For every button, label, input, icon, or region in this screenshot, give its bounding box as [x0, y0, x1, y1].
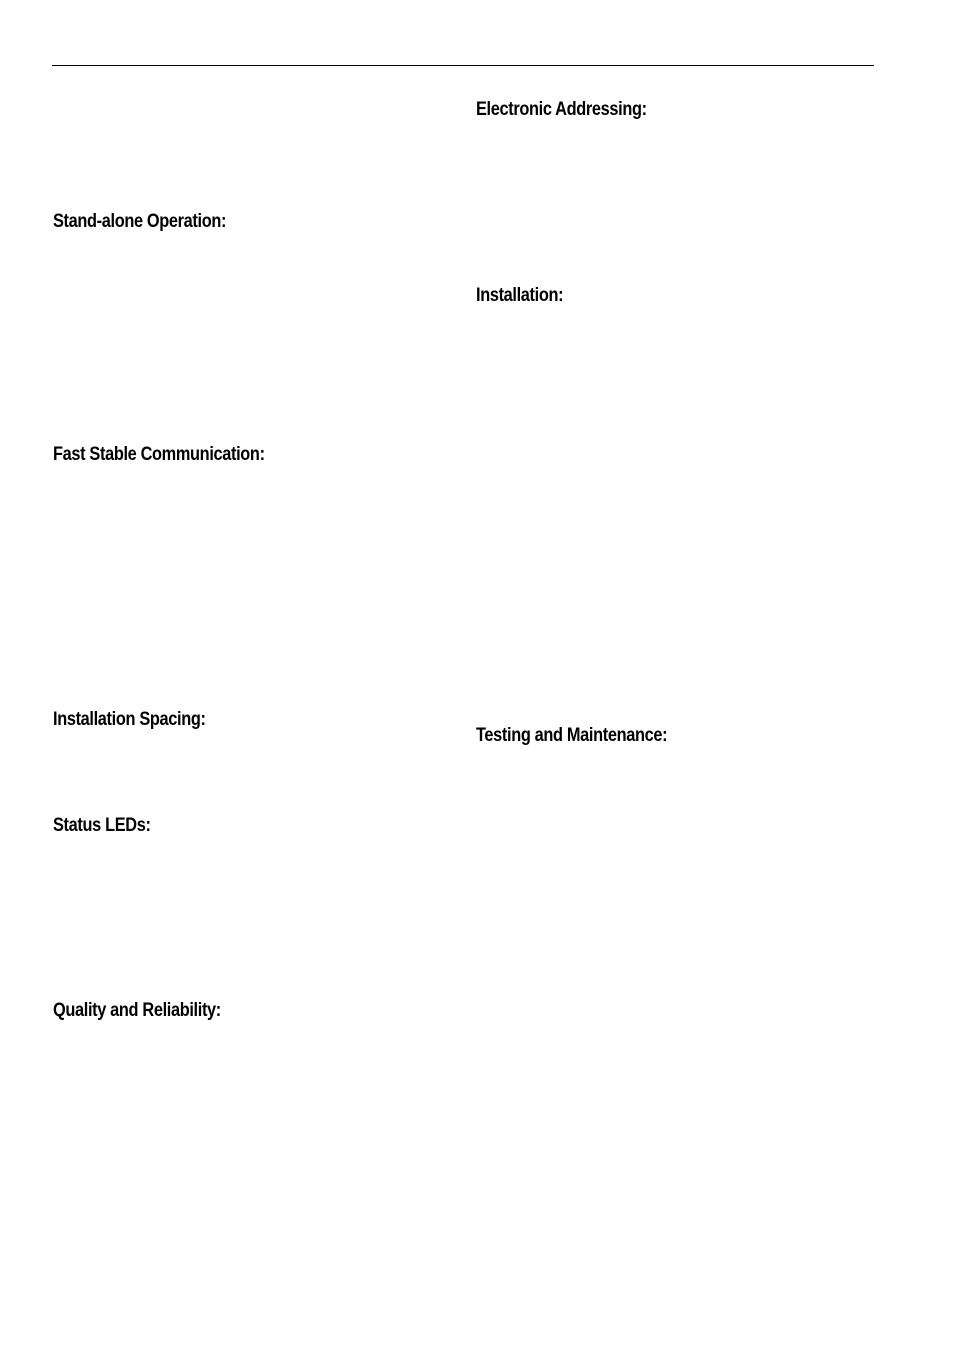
- heading-fast-stable-communication: Fast Stable Communication:: [53, 444, 265, 465]
- heading-electronic-addressing: Electronic Addressing:: [476, 99, 647, 120]
- heading-testing-and-maintenance: Testing and Maintenance:: [476, 725, 668, 746]
- heading-status-leds: Status LEDs:: [53, 815, 151, 836]
- heading-stand-alone-operation: Stand-alone Operation:: [53, 211, 227, 232]
- heading-quality-and-reliability: Quality and Reliability:: [53, 1000, 221, 1021]
- top-rule: [52, 65, 874, 66]
- heading-installation: Installation:: [476, 285, 564, 306]
- heading-installation-spacing: Installation Spacing:: [53, 709, 206, 730]
